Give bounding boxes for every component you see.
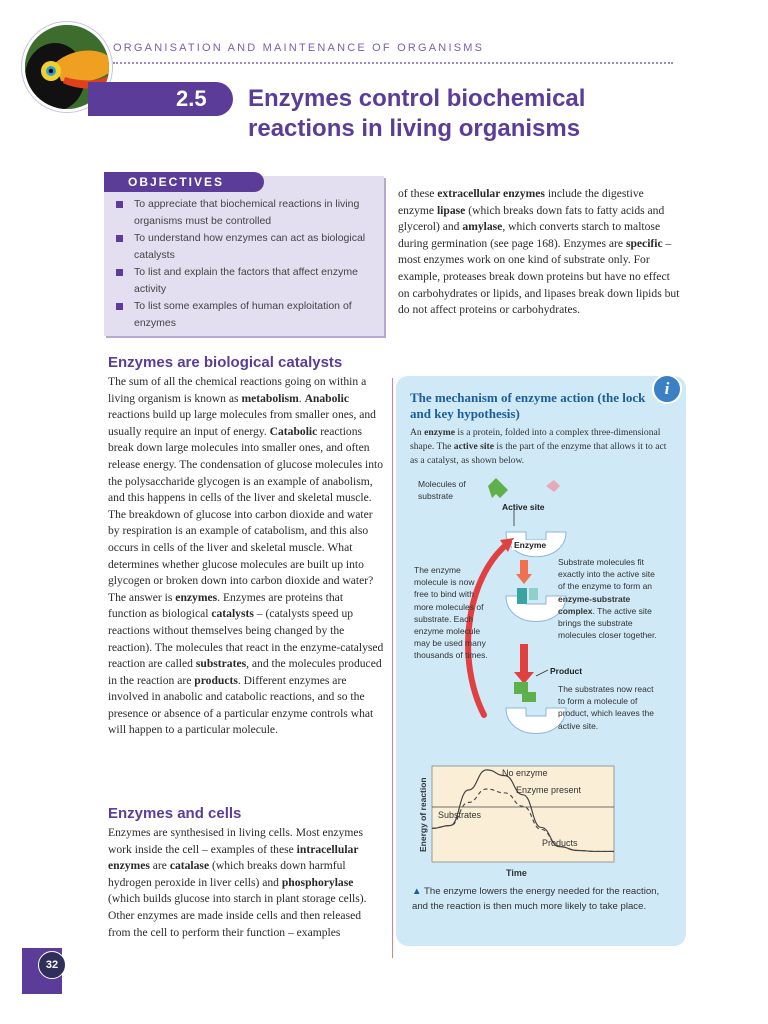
label-active-site: Active site — [502, 502, 545, 512]
substrate-in-site — [517, 588, 527, 604]
annotation-products: Products — [542, 838, 578, 848]
enzyme-shape — [506, 708, 566, 734]
info-box-intro: An enzyme is a protein, folded into a complex three-dimensional shape. The active site is the part of the enzyme that allows it to act as a catalyst, as shown below. — [410, 427, 667, 466]
page-number: 32 — [38, 951, 66, 979]
info-icon: i — [652, 374, 682, 404]
header-divider — [113, 62, 673, 64]
annotation-no-enzyme: No enzyme — [502, 768, 548, 778]
substrate-in-site — [529, 588, 538, 600]
chart-y-label: Energy of reaction — [418, 777, 428, 852]
energy-chart — [396, 760, 686, 880]
label-enzyme: Enzyme — [514, 540, 547, 550]
label-enzyme-free-note: The enzyme molecule is now free to bind with more molecules of substrate. Each enzyme molecule may be used many thousands of times. — [414, 565, 488, 661]
caption-text: The enzyme lowers the energy needed for the reaction, and the reaction is then much more likely to take place. — [412, 886, 660, 912]
substrate-molecule-pink — [546, 480, 560, 492]
paragraph-extracellular-enzymes: of these extracellular enzymes include the digestive enzyme lipase (which breaks down fats to fatty acids and glycerol) and amylase, which converts starch to maltose during germination (see page 168). Enzymes are specific – most enzymes work on one kind of substrate only. For example, proteases break down proteins but have no effect on carbohydrates or lipids, and lipases break down lipids but do not affect proteins or carbohydrates. — [398, 187, 680, 317]
info-box-title: The mechanism of enzyme action (the lock and key hypothesis) — [410, 390, 646, 421]
objectives-heading: OBJECTIVES — [104, 172, 264, 192]
section-title: Enzymes control biochemical reactions in living organisms — [248, 85, 586, 142]
label-complex-note: Substrate molecules fit exactly into the active site of the enzyme to form an enzyme-substrate complex. The active site brings the substrate molecules closer together. — [558, 557, 657, 641]
substrate-molecule-green — [488, 478, 508, 498]
objective-item: To appreciate that biochemical reactions in living organisms must be controlled — [116, 196, 378, 229]
objective-item: To list some examples of human exploitation of enzymes — [116, 298, 378, 331]
heading-enzymes-and-cells: Enzymes and cells — [108, 805, 242, 822]
column-rule — [392, 378, 393, 958]
info-box-caption — [412, 884, 662, 914]
section-number-band — [88, 82, 233, 116]
chapter-title: ORGANISATION AND MAINTENANCE OF ORGANISMS — [113, 42, 485, 54]
chart-x-label: Time — [506, 868, 527, 878]
heading-biological-catalysts: Enzymes are biological catalysts — [108, 354, 343, 371]
caption-marker-icon: ▲ — [412, 886, 422, 897]
label-molecules-of-substrate: Molecules of substrate — [418, 479, 466, 502]
paragraph-enzymes-and-cells: Enzymes are synthesised in living cells. Most enzymes work inside the cell – examples of these intracellular enzymes are catalase (which breaks down harmful hydrogen peroxide in liver cells) and phosphorylase (which builds glucose into starch in plant storage cells). Other enzymes are made inside cells and then released from the cell to perform their function – examples — [108, 826, 367, 939]
objectives-list — [116, 196, 378, 332]
annotation-substrates: Substrates — [438, 810, 482, 820]
annotation-enzyme-present: Enzyme present — [516, 785, 582, 795]
product-molecule — [514, 682, 536, 702]
label-product: Product — [550, 666, 583, 676]
paragraph-biological-catalysts: The sum of all the chemical reactions going on within a living organism is known as metabolism. Anabolic reactions build up large molecules from smaller ones, and usually require an input of energy. Catabolic reactions break down large molecules into smaller ones, and often release energy. The condensation of glucose molecules into the polysaccharide glycogen is an example of anabolism, and this happens in cells of the liver and skeletal muscle. The breakdown of glucose into carbon dioxide and water by respiration is an example of catabolism, and this also occurs in cells of the liver and skeletal muscle. What determines whether glucose molecules are built up into glycogen or broken down into carbon dioxide and water? The answer is enzymes. Enzymes are proteins that function as biological catalysts – (catalysts speed up reactions without themselves being changed by the reaction). The molecules that react in the enzyme-catalysed reaction are called substrates, and the molecules produced in the reaction are products. Different enzymes are involved in anabolic and catabolic reactions, and so the presence or absence of a particular enzyme controls what will happen to a particular molecule. — [108, 375, 384, 737]
section-number: 2.5 — [176, 86, 207, 111]
objective-item: To list and explain the factors that affect enzyme activity — [116, 264, 378, 297]
objective-item: To understand how enzymes can act as biological catalysts — [116, 230, 378, 263]
label-product-note: The substrates now react to form a molecule of product, which leaves the active site. — [558, 684, 654, 731]
